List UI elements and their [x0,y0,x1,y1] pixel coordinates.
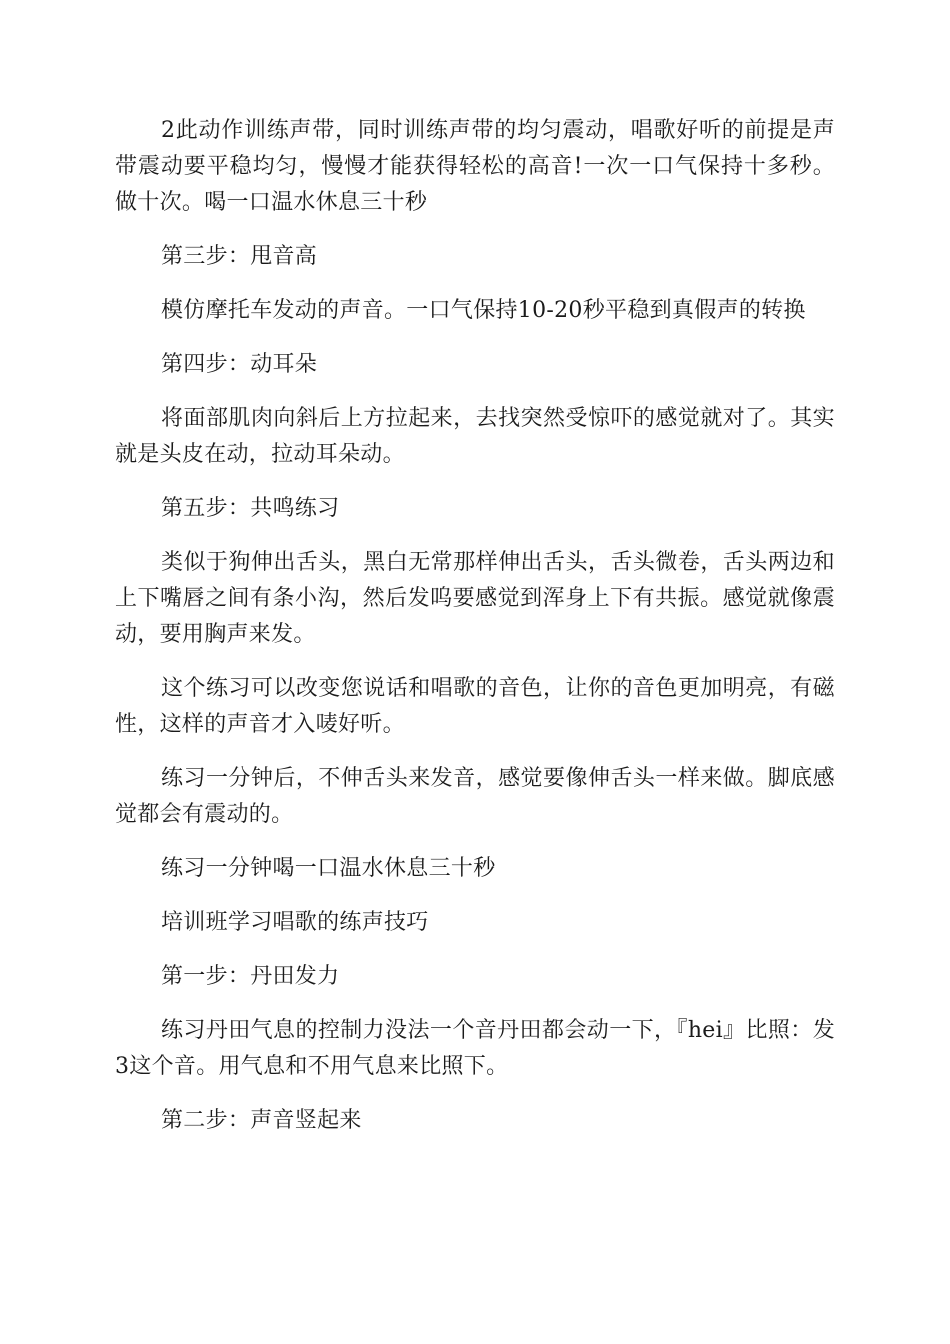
paragraph-practice-after-minute: 练习一分钟后，不伸舌头来发音，感觉要像伸舌头一样来做。脚底感觉都会有震动的。 [115,766,835,827]
paragraph-vocal-cord-training: 2此动作训练声带，同时训练声带的均匀震动，唱歌好听的前提是声带震动要平稳均匀，慢慢才能获得轻松的高音!一次一口气保持十多秒。做十次。喝一口温水休息三十秒 [115,118,835,215]
paragraph-motorcycle-sound: 模仿摩托车发动的声音。一口气保持10-20秒平稳到真假声的转换 [161,298,806,323]
paragraph-dantian-control: 练习丹田气息的控制力没法一个音丹田都会动一下，『hei』比照：发3这个音。用气息和不用气息来比照下。 [115,1018,835,1079]
paragraph-tone-benefit: 这个练习可以改变您说话和唱歌的音色，让你的音色更加明亮，有磁性，这样的声音才入唛好听。 [115,676,835,737]
heading-step-three: 第三步：甩音高 [161,244,318,269]
section-title-vocal-techniques: 培训班学习唱歌的练声技巧 [161,910,429,935]
paragraph-facial-muscles: 将面部肌肉向斜后上方拉起来，去找突然受惊吓的感觉就对了。其实就是头皮在动，拉动耳朵动。 [115,406,835,467]
document-body [115,113,835,1139]
heading-step-four: 第四步：动耳朵 [161,352,318,377]
paragraph-rest-note: 练习一分钟喝一口温水休息三十秒 [161,856,496,881]
heading-step-one: 第一步：丹田发力 [161,964,340,989]
heading-step-two: 第二步：声音竖起来 [161,1108,362,1133]
paragraph-resonance-exercise: 类似于狗伸出舌头，黑白无常那样伸出舌头，舌头微卷，舌头两边和上下嘴唇之间有条小沟，然后发呜要感觉到浑身上下有共振。感觉就像震动，要用胸声来发。 [115,550,835,647]
heading-step-five: 第五步：共鸣练习 [161,496,340,521]
